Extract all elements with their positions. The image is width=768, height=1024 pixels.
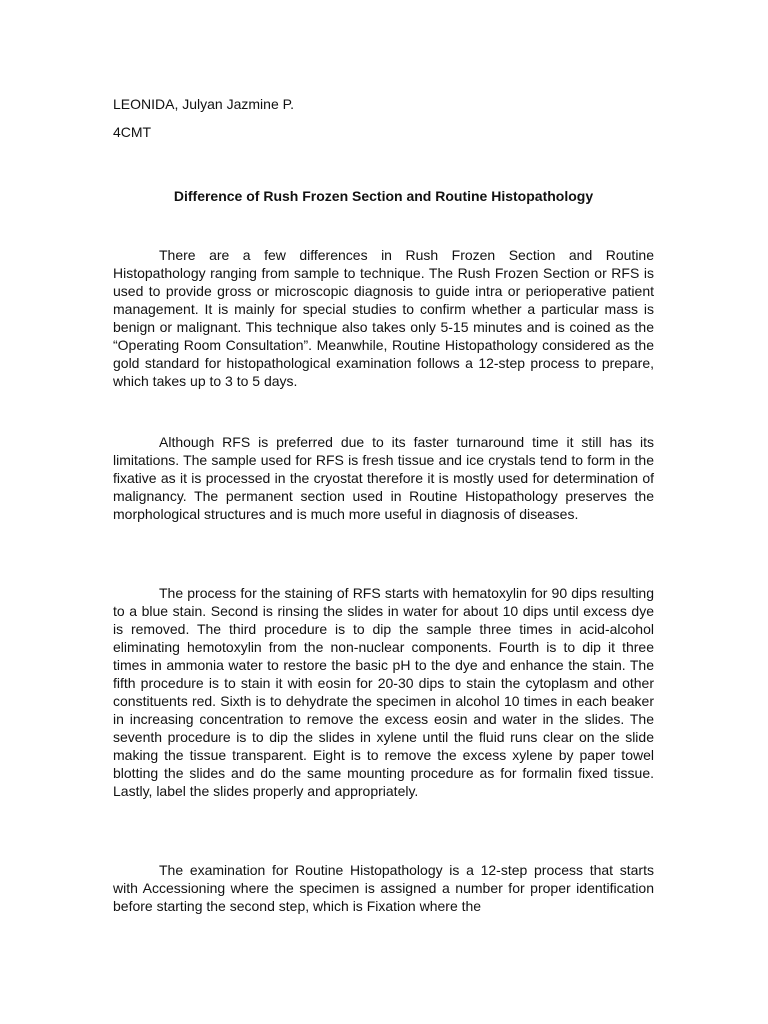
document-title: Difference of Rush Frozen Section and Routine Histopathology [173,188,594,204]
paragraph-2: Although RFS is preferred due to its faster turnaround time it still has its limitations. The sample used for RFS is fresh tissue and ice crystals tend to form in the fixative as it is processed in the cryostat therefore it is mostly used for determination of malignancy. The permanent section used in Routine Histopathology preserves the morphological structures and is much more useful in diagnosis of diseases. [113,434,654,522]
paragraph-4: The examination for Routine Histopathology is a 12-step process that starts with Accessioning where the specimen is assigned a number for proper identification before starting the second step, which is Fixation where the [113,862,654,914]
author-name: LEONIDA, Julyan Jazmine P. [113,96,295,112]
paragraph-3: The process for the staining of RFS starts with hematoxylin for 90 dips resulting to a blue stain. Second is rinsing the slides in water for about 10 dips until excess dye is removed. The third procedure is to dip the sample three times in acid-alcohol eliminating hemotoxylin from the non-nuclear components. Fourth is to dip it three times in ammonia water to restore the basic pH to the dye and enhance the stain. The fifth procedure is to stain it with eosin for 20-30 dips to stain the cytoplasm and other constituents red. Sixth is to dehydrate the specimen in alcohol 10 times in each beaker in increasing concentration to remove the excess eosin and water in the slides. The seventh procedure is to dip the slides in xylene until the fluid runs clear on the slide making the tissue transparent. Eight is to remove the excess xylene by paper towel blotting the slides and do the same mounting procedure as for formalin fixed tissue. Lastly, label the slides properly and appropriately. [113,585,654,799]
paragraph-1: There are a few differences in Rush Frozen Section and Routine Histopathology ranging from sample to technique. The Rush Frozen Section or RFS is used to provide gross or microscopic diagnosis to guide intra or perioperative patient management. It is mainly for special studies to confirm whether a particular mass is benign or malignant. This technique also takes only 5-15 minutes and is coined as the “Operating Room Consultation”. Meanwhile, Routine Histopathology considered as the gold standard for histopathological examination follows a 12-step process to prepare, which takes up to 3 to 5 days. [113,247,654,389]
class-section: 4CMT [113,124,152,140]
